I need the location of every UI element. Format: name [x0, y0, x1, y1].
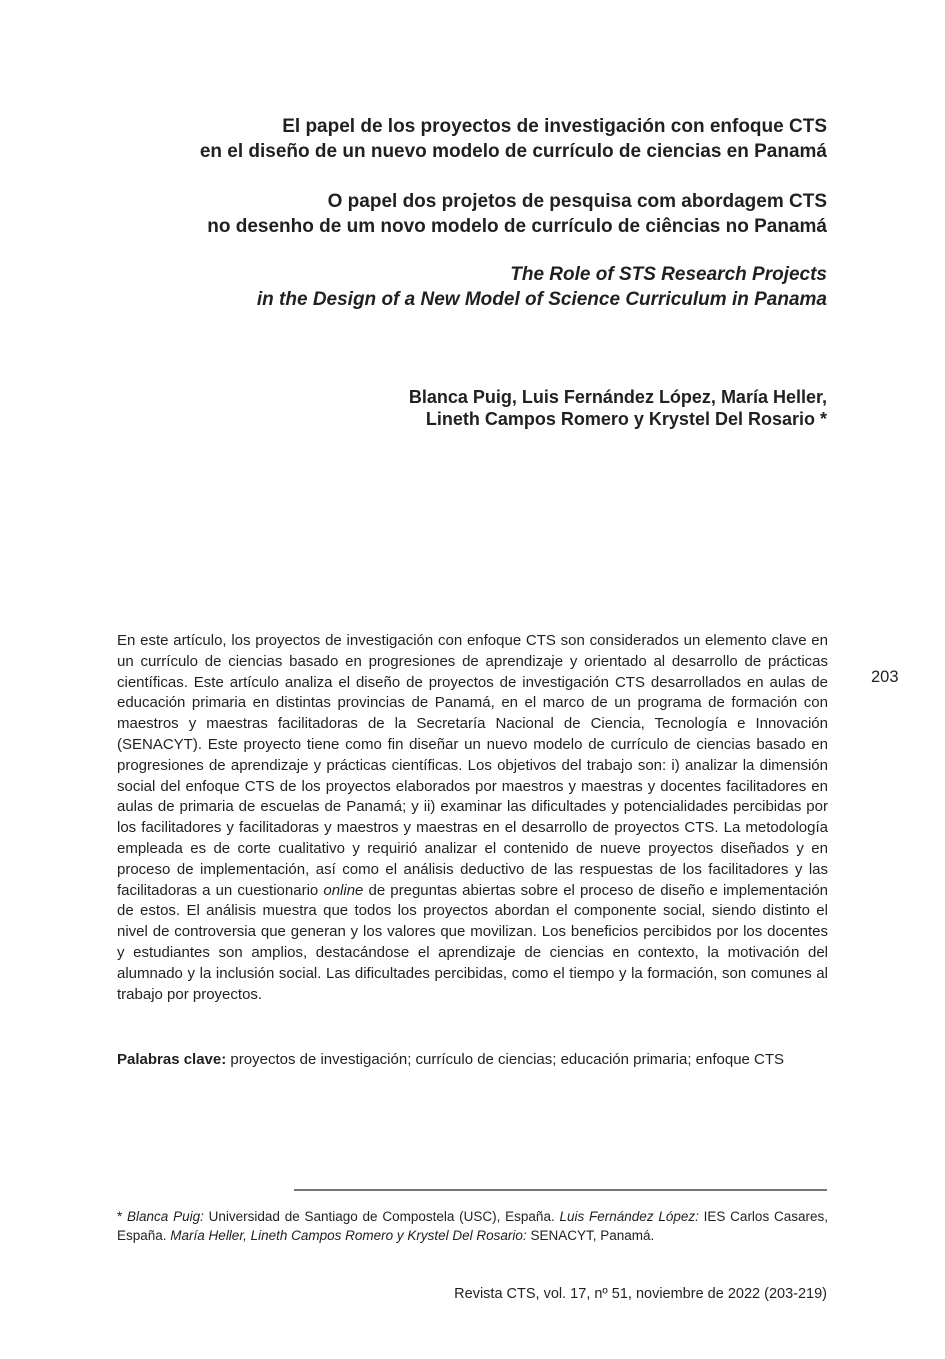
- title-english-line-2: in the Design of a New Model of Science Curriculum in Panama: [256, 289, 827, 310]
- title-spanish-line-1: El papel de los proyectos de investigación con enfoque CTS: [282, 116, 827, 137]
- keywords-list: proyectos de investigación; currículo de ciencias; educación primaria; enfoque CTS: [226, 1051, 785, 1068]
- footnote-marker: *: [117, 1209, 128, 1224]
- footnote-affiliation-1: Universidad de Santiago de Compostela (USC), España.: [203, 1209, 560, 1224]
- title-english-line-1: The Role of STS Research Projects: [510, 264, 827, 285]
- title-spanish-line-2: en el diseño de un nuevo modelo de currículo de ciencias en Panamá: [199, 141, 827, 162]
- abstract-text-part-1: En este artículo, los proyectos de investigación con enfoque CTS son considerados un elemento clave en un currículo de ciencias basado en progresiones de aprendizaje y orientado al desarrollo de prácticas científicas. Este artículo analiza el diseño de proyectos de investigación CTS desarrollados en aulas de educación primaria en distintas provincias de Panamá, en el marco de un programa de formación con maestros y maestras facilitadoras de la Secretaría Nacional de Ciencia, Tecnología e Innovación (SENACYT). Este proyecto tiene como fin diseñar un nuevo modelo de currículo de ciencias basado en progresiones de aprendizaje y prácticas científicas. Los objetivos del trabajo son: i) analizar la dimensión social del enfoque CTS de los proyectos elaborados por maestros y maestras y docentes facilitadores en aulas de primaria de escuelas de Panamá; y ii) examinar las dificultades y potencialidades percibidas por los facilitadores y facilitadoras y maestros y maestras en el desarrollo de proyectos CTS. La metodología empleada es de corte cualitativo y requirió analizar el contenido de nueve proyectos diseñados y en proceso de implementación, así como el análisis deductivo de las respuestas de los facilitadores y las facilitadoras a un cuestionario: [117, 632, 828, 899]
- footnote-author-3: María Heller, Lineth Campos Romero y Krystel Del Rosario:: [170, 1227, 527, 1243]
- title-portuguese-line-1: O papel dos projetos de pesquisa com abordagem CTS: [327, 191, 827, 212]
- keywords: [117, 1050, 828, 1071]
- journal-citation: Revista CTS, vol. 17, nº 51, noviembre de 2022 (203-219): [454, 1286, 827, 1302]
- abstract-text-part-2: de preguntas abiertas sobre el proceso de diseño e implementación de estos. El análisis muestra que todos los proyectos abordan el componente social, siendo distinto el nivel de controversia que generan y los valores que movilizan. Los beneficios percibidos por los docentes y estudiantes son amplios, destacándose el aprendizaje de ciencias en contexto, la motivación del alumnado y la inclusión social. Las dificultades percibidas, como el tiempo y la formación, son comunes al trabajo por proyectos.: [117, 881, 829, 1003]
- footnote-affiliation-3: SENACYT, Panamá.: [526, 1227, 655, 1243]
- keywords-label: Palabras clave:: [117, 1051, 227, 1068]
- title-portuguese-line-2: no desenho de um novo modelo de currículo de ciências no Panamá: [207, 216, 827, 237]
- abstract: [117, 631, 828, 1005]
- footnote-divider: [294, 1189, 827, 1191]
- authors-line-1: Blanca Puig, Luis Fernández López, María Heller,: [408, 387, 827, 407]
- footnote-author-2: Luis Fernández López:: [559, 1209, 699, 1224]
- footnote-author-1: Blanca Puig:: [127, 1209, 204, 1224]
- footnote: [117, 1208, 828, 1245]
- authors-line-2: Lineth Campos Romero y Krystel Del Rosario *: [425, 409, 827, 429]
- page-number: 203: [871, 668, 899, 686]
- abstract-italic-word: online: [323, 881, 364, 899]
- footnote-affiliation-2: IES Carlos Casares, España.: [117, 1209, 828, 1243]
